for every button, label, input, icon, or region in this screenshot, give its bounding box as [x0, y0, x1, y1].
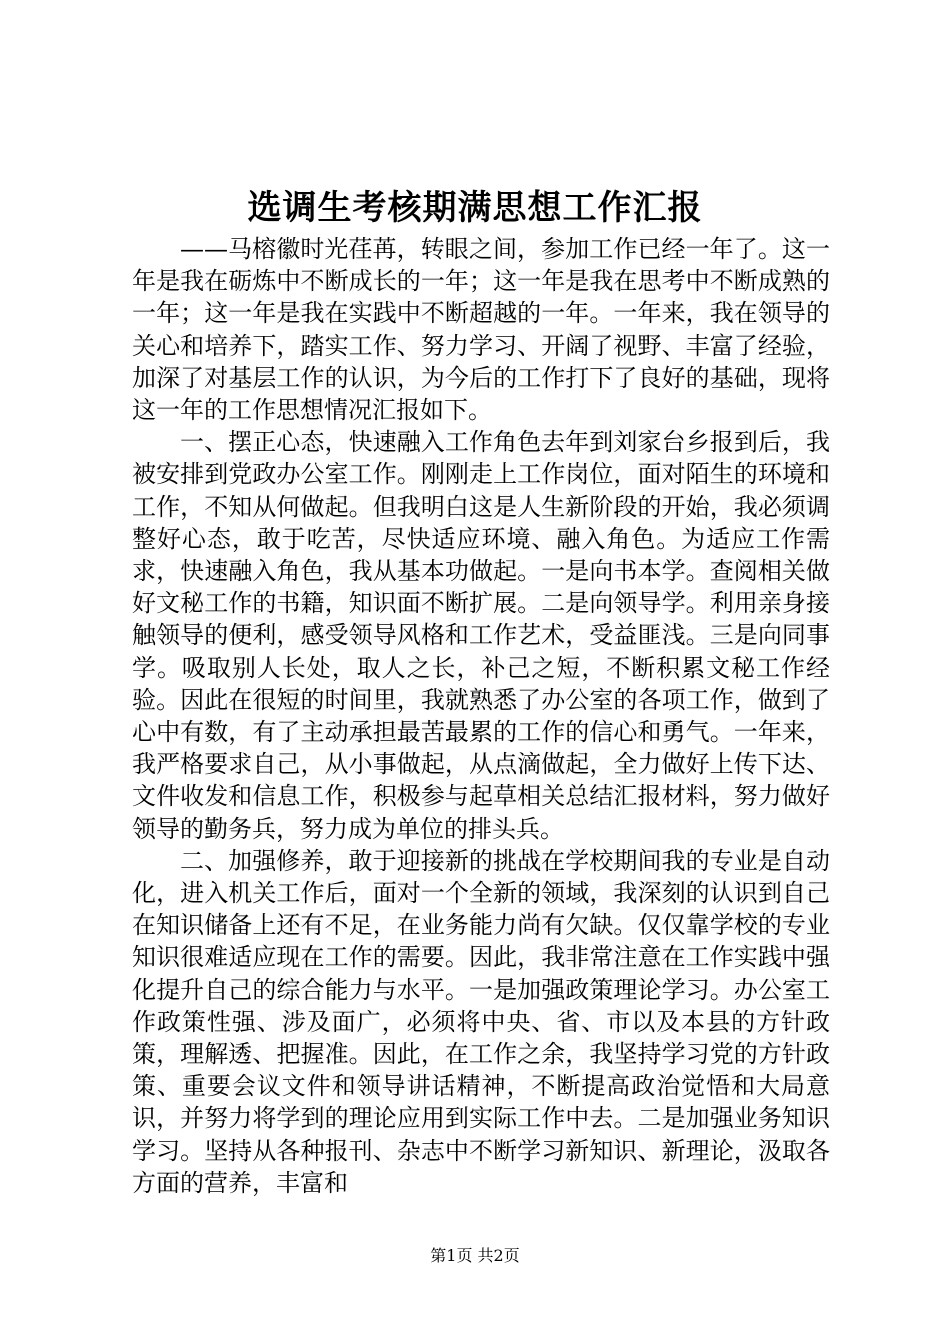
document-title: 选调生考核期满思想工作汇报 — [247, 188, 703, 228]
paragraph-section-1: 一、摆正心态，快速融入工作角色去年到刘家台乡报到后，我被安排到党政办公室工作。刚刚走上工作岗位，面对陌生的环境和工作，不知从何做起。但我明白这是人生新阶段的开始，我必须调整好心态，敢于吃苦，尽快适应环境、融入角色。为适应工作需求，快速融入角色，我从基本功做起。一是向书本学。查阅相关做好文秘工作的书籍，知识面不断扩展。二是向领导学。利用亲身接触领导的便利，感受领导风格和工作艺术，受益匪浅。三是向同事学。吸取别人长处，取人之长，补己之短，不断积累文秘工作经验。因此在很短的时间里，我就熟悉了办公室的各项工作，做到了心中有数，有了主动承担最苦最累的工作的信心和勇气。一年来，我严格要求自己，从小事做起，从点滴做起，全力做好上传下达、文件收发和信息工作，积极参与起草相关总结汇报材料，努力做好领导的勤务兵，努力成为单位的排头兵。 — [132, 428, 830, 843]
paragraph-intro: ——马榕徽时光荏苒，转眼之间，参加工作已经一年了。这一年是我在砺炼中不断成长的一年；这一年是我在思考中不断成熟的一年；这一年是我在实践中不断超越的一年。一年来，我在领导的关心和培养下，踏实工作、努力学习、开阔了视野、丰富了经验，加深了对基层工作的认识，为今后的工作打下了良好的基础，现将这一年的工作思想情况汇报如下。 — [132, 235, 830, 425]
page-number-footer: 第1页 共2页 — [430, 1246, 520, 1265]
paragraph-section-2: 二、加强修养，敢于迎接新的挑战在学校期间我的专业是自动化，进入机关工作后，面对一个全新的领域，我深刻的认识到自己在知识储备上还有不足，在业务能力尚有欠缺。仅仅靠学校的专业知识很难适应现在工作的需要。因此，我非常注意在工作实践中强化提升自己的综合能力与水平。一是加强政策理论学习。办公室工作政策性强、涉及面广，必须将中央、省、市以及本县的方针政策，理解透、把握准。因此，在工作之余，我坚持学习党的方针政策、重要会议文件和领导讲话精神，不断提高政治觉悟和大局意识，并努力将学到的理论应用到实际工作中去。二是加强业务知识学习。坚持从各种报刊、杂志中不断学习新知识、新理论，汲取各方面的营养，丰富和 — [132, 846, 830, 1197]
document-body — [132, 233, 830, 1199]
